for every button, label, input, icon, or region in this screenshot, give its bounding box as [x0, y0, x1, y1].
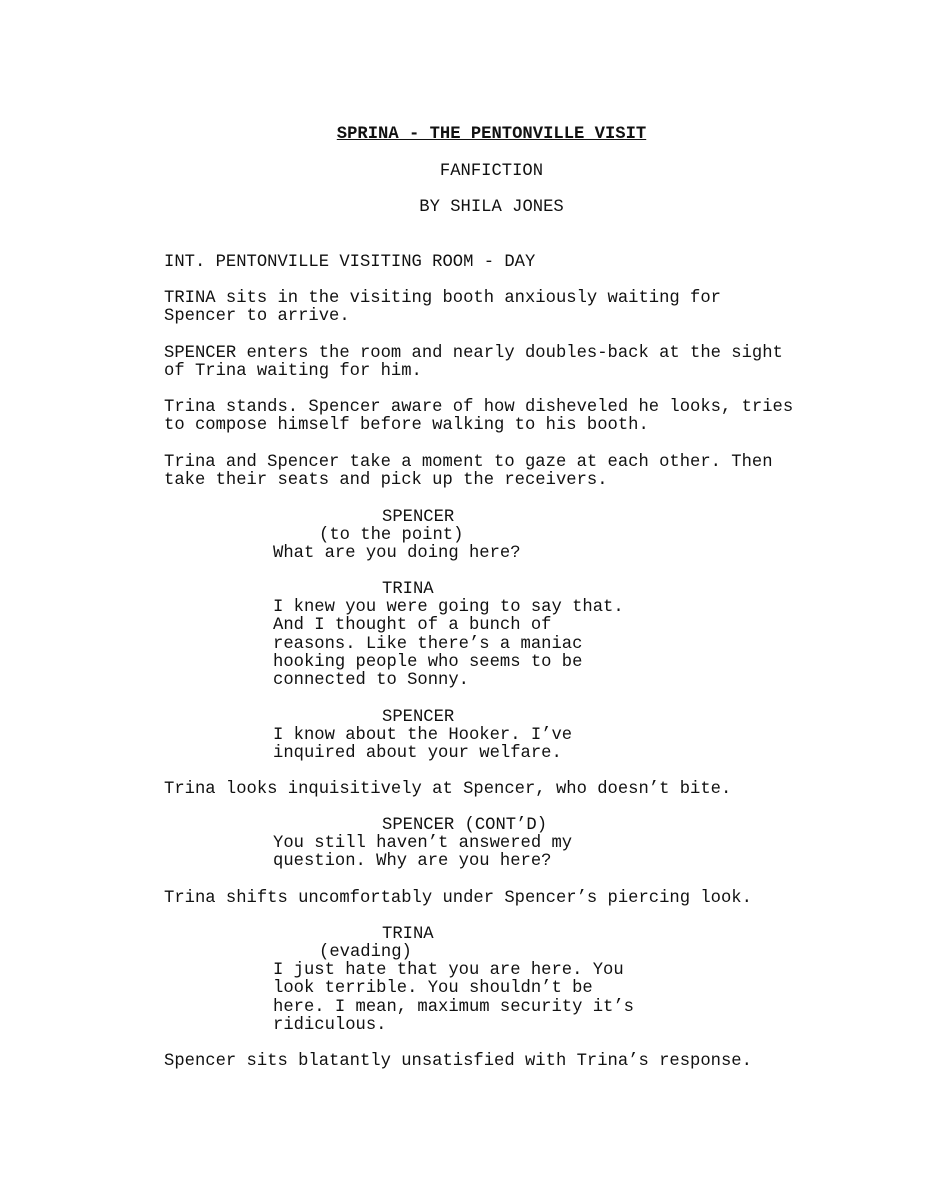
script-subtitle: FANFICTION — [439, 162, 544, 181]
character-cue-2: TRINA — [382, 580, 434, 599]
dialogue-line-4: You still haven’t answered my question. Why are you here? — [273, 834, 573, 872]
character-cue-3: SPENCER — [382, 708, 455, 727]
script-title: SPRINA - THE PENTONVILLE VISIT — [336, 125, 647, 144]
action-4: Trina and Spencer take a moment to gaze at each other. Then take their seats and pick up the receivers. — [164, 453, 773, 491]
character-cue-4: SPENCER (CONT’D) — [382, 816, 548, 835]
action-2: SPENCER enters the room and nearly doubles-back at the sight of Trina waiting for him. — [164, 344, 783, 382]
script-byline: BY SHILA JONES — [419, 198, 564, 217]
parenthetical-1: (to the point) — [319, 526, 464, 545]
dialogue-line-2: I knew you were going to say that. And I thought of a bunch of reasons. Like there’s a maniac hooking people who seems to be connected to Sonny. — [273, 598, 624, 691]
action-5: Trina looks inquisitively at Spencer, who doesn’t bite. — [164, 780, 732, 799]
action-7: Spencer sits blatantly unsatisfied with Trina’s response. — [164, 1052, 752, 1071]
character-cue-5: TRINA — [382, 925, 434, 944]
dialogue-line-3: I know about the Hooker. I’ve inquired about your welfare. — [273, 726, 573, 764]
character-cue-1: SPENCER — [382, 508, 455, 527]
parenthetical-5: (evading) — [319, 943, 412, 962]
action-1: TRINA sits in the visiting booth anxiously waiting for Spencer to arrive. — [164, 289, 721, 327]
dialogue-line-5: I just hate that you are here. You look terrible. You shouldn’t be here. I mean, maximum security it’s ridiculous. — [273, 961, 634, 1035]
dialogue-line-1: What are you doing here? — [273, 544, 521, 563]
action-3: Trina stands. Spencer aware of how disheveled he looks, tries to compose himself before walking to his booth. — [164, 398, 794, 436]
action-6: Trina shifts uncomfortably under Spencer’s piercing look. — [164, 889, 752, 908]
scene-heading: INT. PENTONVILLE VISITING ROOM - DAY — [164, 253, 536, 272]
